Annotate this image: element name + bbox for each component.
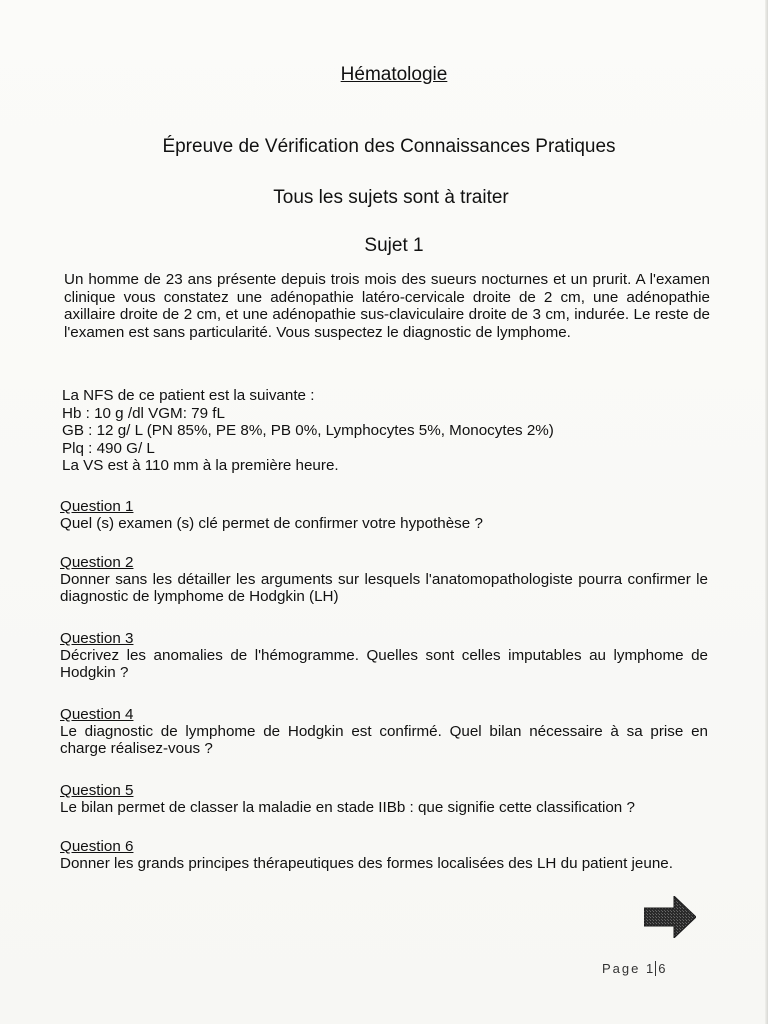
page-word: Page — [602, 961, 641, 976]
nfs-intro: La NFS de ce patient est la suivante : — [62, 387, 315, 404]
page-current: 1 — [646, 961, 656, 976]
question-text: Le diagnostic de lymphome de Hodgkin est confirmé. Quel bilan nécessaire à sa prise en charge réalisez-vous ? — [60, 723, 708, 757]
document-title: Hématologie — [340, 64, 448, 85]
question-label: Question 6 — [60, 838, 134, 855]
sujet-heading: Sujet 1 — [364, 235, 424, 256]
question-block — [60, 838, 708, 872]
nfs-vs: La VS est à 110 mm à la première heure. — [62, 457, 339, 474]
question-label: Question 4 — [60, 706, 134, 723]
question-label: Question 1 — [60, 498, 134, 515]
question-block — [60, 498, 708, 532]
question-text: Décrivez les anomalies de l'hémogramme. Quelles sont celles imputables au lymphome de Hodgkin ? — [60, 647, 708, 681]
question-label: Question 5 — [60, 782, 134, 799]
question-block — [60, 706, 708, 757]
question-text: Donner les grands principes thérapeutiques des formes localisées des LH du patient jeune. — [60, 855, 673, 872]
nfs-plq: Plq : 490 G/ L — [62, 439, 155, 457]
question-text: Donner sans les détailler les arguments sur lesquels l'anatomopathologiste pourra confirmer le diagnostic de lymphome de Hodgkin (LH) — [60, 571, 708, 605]
case-description: Un homme de 23 ans présente depuis trois mois des sueurs nocturnes et un prurit. A l'examen clinique vous constatez une adénopathie latéro-cervicale droite de 2 cm, une adénopathie axillaire droite de 2 cm, et une adénopathie sus-claviculaire droite de 3 cm, indurée. Le reste de l'examen est sans particularité. Vous suspectez le diagnostic de lymphome. — [64, 271, 710, 341]
page-total: 6 — [658, 961, 668, 976]
page-number — [602, 961, 667, 976]
nfs-block — [62, 387, 712, 475]
next-page-arrow-icon[interactable] — [644, 896, 696, 938]
question-text: Le bilan permet de classer la maladie en stade IIBb : que signifie cette classification ? — [60, 799, 635, 816]
question-block — [60, 782, 708, 816]
nfs-hb: Hb : 10 g /dl VGM: 79 fL — [62, 404, 225, 422]
question-block — [60, 554, 708, 605]
nfs-gb: GB : 12 g/ L (PN 85%, PE 8%, PB 0%, Lymphocytes 5%, Monocytes 2%) — [62, 422, 554, 439]
question-label: Question 3 — [60, 630, 134, 647]
question-text: Quel (s) examen (s) clé permet de confirmer votre hypothèse ? — [60, 515, 483, 532]
question-block — [60, 630, 708, 681]
document-subtitle: Épreuve de Vérification des Connaissances Pratiques — [162, 136, 616, 157]
instruction-text: Tous les sujets sont à traiter — [273, 187, 509, 208]
question-label: Question 2 — [60, 554, 134, 571]
